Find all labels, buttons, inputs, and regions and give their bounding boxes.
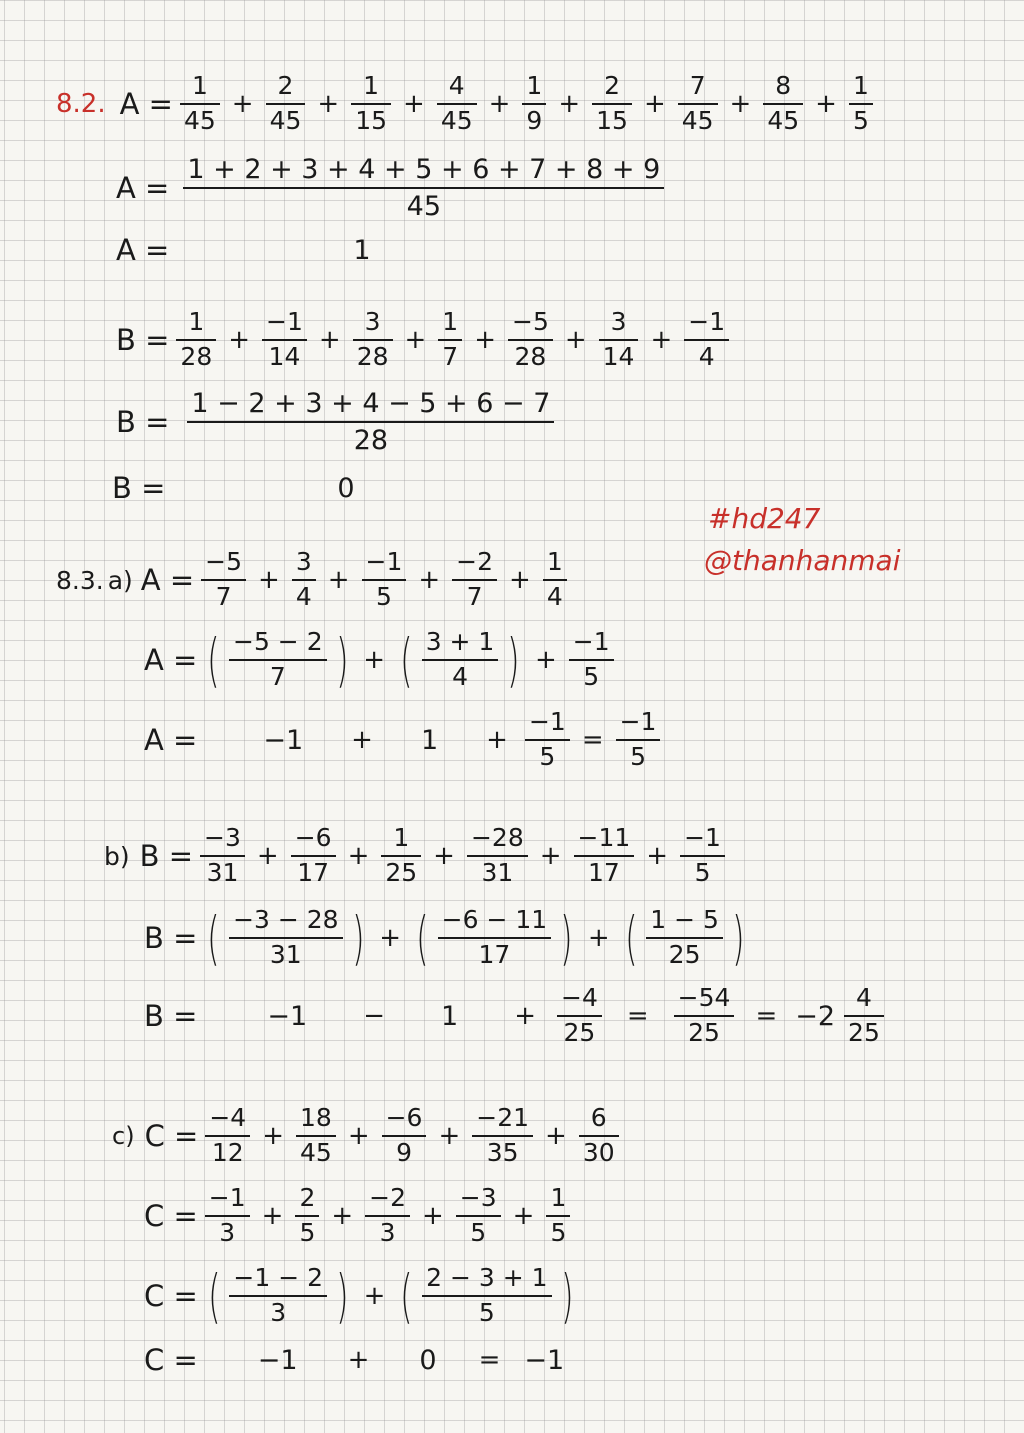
numerator: 18 bbox=[300, 1103, 332, 1133]
denominator: 5 bbox=[546, 1215, 570, 1248]
part-c-label: c) bbox=[112, 1122, 135, 1150]
fraction-sum bbox=[177, 72, 876, 136]
fraction bbox=[438, 308, 462, 372]
numerator: 1 bbox=[550, 1183, 567, 1213]
equals-sign: = bbox=[626, 1001, 649, 1031]
fraction bbox=[579, 1104, 619, 1168]
fraction bbox=[557, 984, 602, 1048]
mixed-whole: −2 bbox=[795, 1000, 836, 1032]
fraction bbox=[266, 72, 306, 136]
plus-sign: + bbox=[379, 923, 402, 953]
numerator: 1 + 2 + 3 + 4 + 5 + 6 + 7 + 8 + 9 bbox=[187, 153, 661, 185]
plus-sign: + bbox=[331, 1201, 354, 1231]
numerator: −1 bbox=[688, 307, 726, 337]
fraction bbox=[525, 708, 570, 772]
hashtag-note: #hd247 bbox=[708, 502, 821, 535]
denominator: 28 bbox=[187, 421, 554, 456]
fraction bbox=[362, 548, 407, 612]
eq-8-2-b-line1 bbox=[116, 300, 732, 380]
denominator: 14 bbox=[262, 339, 307, 372]
denominator: 35 bbox=[472, 1135, 533, 1168]
denominator: 45 bbox=[437, 103, 477, 136]
denominator: 7 bbox=[438, 339, 462, 372]
numerator: −1 bbox=[572, 627, 610, 657]
numerator: −1 bbox=[619, 707, 657, 737]
lhs: C = bbox=[144, 1279, 198, 1313]
lhs: B = bbox=[112, 471, 166, 505]
plus-sign: + bbox=[261, 1201, 284, 1231]
left-paren: ( bbox=[416, 904, 429, 972]
fraction bbox=[680, 824, 725, 888]
fraction bbox=[522, 72, 546, 136]
plus-sign: + bbox=[564, 325, 587, 355]
denominator: 5 bbox=[569, 659, 614, 692]
fraction-sum bbox=[198, 548, 570, 612]
plus-sign: + bbox=[317, 89, 340, 119]
numerator: −3 − 28 bbox=[233, 905, 339, 935]
numerator: −1 bbox=[208, 1183, 246, 1213]
plus-sign: + bbox=[558, 89, 581, 119]
numerator: 1 bbox=[393, 823, 410, 853]
value: −1 bbox=[267, 1000, 308, 1032]
numerator: −6 bbox=[385, 1103, 423, 1133]
fraction-sum bbox=[202, 1104, 621, 1168]
plus-sign: + bbox=[347, 841, 370, 871]
denominator: 17 bbox=[438, 937, 552, 970]
lhs: C = bbox=[144, 1199, 198, 1233]
numerator: 1 bbox=[442, 307, 459, 337]
numerator: −2 bbox=[456, 547, 494, 577]
equals-sign: = bbox=[581, 725, 604, 755]
denominator: 31 bbox=[467, 855, 528, 888]
denominator: 28 bbox=[353, 339, 393, 372]
plus-sign: + bbox=[347, 1121, 370, 1151]
numerator: 1 bbox=[188, 307, 205, 337]
combined-fraction bbox=[187, 388, 554, 456]
eq-8-3-c-line1 bbox=[112, 1096, 622, 1176]
author-handle: @thanhanmai bbox=[704, 544, 901, 577]
numerator: 2 − 3 + 1 bbox=[426, 1263, 548, 1293]
fraction bbox=[678, 72, 718, 136]
eq-8-3-b-line1 bbox=[104, 816, 728, 896]
denominator: 25 bbox=[844, 1015, 884, 1048]
plus-sign: + bbox=[815, 89, 837, 119]
denominator: 9 bbox=[382, 1135, 427, 1168]
part-a-label: a) bbox=[107, 565, 133, 595]
numerator: 1 bbox=[546, 547, 563, 577]
numerator: −4 bbox=[209, 1103, 247, 1133]
numerator: −3 bbox=[204, 823, 241, 853]
numerator: −28 bbox=[470, 823, 524, 853]
fraction bbox=[296, 1104, 336, 1168]
numerator: −21 bbox=[476, 1103, 530, 1133]
left-paren: ( bbox=[400, 626, 413, 694]
lhs: B = bbox=[116, 405, 170, 439]
denominator: 25 bbox=[381, 855, 421, 888]
plus-sign: + bbox=[587, 923, 610, 953]
plus-sign: + bbox=[422, 1201, 444, 1231]
lhs: C = bbox=[144, 1119, 199, 1153]
fraction bbox=[684, 308, 729, 372]
denominator: 45 bbox=[180, 103, 220, 136]
fraction bbox=[592, 72, 632, 136]
minus-sign: − bbox=[363, 1001, 386, 1031]
numerator: 8 bbox=[775, 71, 792, 101]
denominator: 14 bbox=[599, 339, 639, 372]
plus-sign: + bbox=[404, 325, 427, 355]
result-fraction bbox=[674, 984, 735, 1048]
denominator: 5 bbox=[525, 739, 570, 772]
numerator: −6 bbox=[294, 823, 332, 853]
eq-8-3-c-line4 bbox=[144, 1320, 564, 1400]
grouped-fraction bbox=[229, 906, 343, 970]
left-paren: ( bbox=[207, 1262, 221, 1330]
numerator: −2 bbox=[369, 1183, 406, 1213]
denominator: 4 bbox=[684, 339, 729, 372]
result-value: 0 bbox=[337, 472, 355, 504]
eq-8-3-a-line2 bbox=[144, 620, 617, 700]
numerator: −1 bbox=[528, 707, 566, 737]
numerator: 1 − 5 bbox=[650, 905, 719, 935]
plus-sign: + bbox=[534, 645, 557, 675]
right-paren: ) bbox=[732, 904, 745, 972]
numerator: 3 bbox=[295, 547, 312, 577]
left-paren: ( bbox=[207, 626, 220, 694]
fraction bbox=[205, 1104, 250, 1168]
fraction-sum bbox=[173, 308, 732, 372]
lhs: A = bbox=[119, 87, 173, 121]
numerator: −1 bbox=[365, 547, 403, 577]
numerator: 6 bbox=[590, 1103, 607, 1133]
eq-8-2-b-line3 bbox=[112, 448, 355, 528]
numerator: −11 bbox=[577, 823, 631, 853]
grouped-fraction bbox=[422, 628, 499, 692]
lhs: B = bbox=[116, 323, 170, 357]
fraction bbox=[452, 548, 497, 612]
fraction bbox=[205, 1184, 250, 1248]
fraction bbox=[291, 824, 336, 888]
exercise-8-2-label: 8.2. bbox=[56, 89, 106, 119]
part-b-label: b) bbox=[104, 841, 130, 871]
numerator: 2 bbox=[277, 71, 294, 101]
fraction bbox=[467, 824, 528, 888]
numerator: 3 bbox=[364, 307, 381, 337]
plus-sign: + bbox=[318, 325, 341, 355]
value: −1 bbox=[257, 1344, 298, 1376]
right-paren: ) bbox=[560, 1262, 574, 1330]
plus-sign: + bbox=[347, 1345, 370, 1375]
plus-sign: + bbox=[363, 645, 386, 675]
exercise-8-3-label: 8.3. bbox=[56, 565, 104, 595]
numerator: 1 bbox=[191, 71, 208, 101]
numerator: 4 bbox=[856, 983, 872, 1013]
denominator: 5 bbox=[456, 1215, 501, 1248]
denominator: 45 bbox=[183, 187, 664, 222]
numerator: 2 bbox=[604, 71, 620, 101]
equals-sign: = bbox=[478, 1345, 501, 1375]
eq-8-2-a-line1 bbox=[56, 64, 876, 144]
denominator: 25 bbox=[646, 937, 723, 970]
plus-sign: + bbox=[486, 725, 508, 755]
fraction bbox=[381, 824, 421, 888]
denominator: 17 bbox=[574, 855, 635, 888]
fraction bbox=[201, 548, 246, 612]
denominator: 7 bbox=[201, 579, 246, 612]
grouped-fraction bbox=[438, 906, 552, 970]
denominator: 15 bbox=[592, 103, 632, 136]
numerator: −1 bbox=[266, 307, 303, 337]
denominator: 25 bbox=[674, 1015, 735, 1048]
fraction bbox=[351, 72, 391, 136]
plus-sign: + bbox=[258, 565, 280, 595]
lhs: B = bbox=[144, 999, 198, 1033]
plus-sign: + bbox=[650, 325, 673, 355]
plus-sign: + bbox=[512, 1201, 535, 1231]
numerator: −5 bbox=[512, 307, 549, 337]
denominator: 5 bbox=[295, 1215, 319, 1248]
right-paren: ) bbox=[335, 626, 349, 694]
lhs: C = bbox=[144, 1343, 198, 1377]
value: 0 bbox=[419, 1344, 437, 1376]
numerator: −54 bbox=[677, 983, 731, 1013]
fraction bbox=[763, 72, 803, 136]
eq-8-3-b-line2 bbox=[144, 898, 751, 978]
numerator: 3 + 1 bbox=[425, 627, 495, 657]
value: 1 bbox=[441, 1000, 459, 1032]
denominator: 45 bbox=[296, 1135, 336, 1168]
denominator: 4 bbox=[422, 659, 499, 692]
value: 1 bbox=[420, 724, 439, 756]
denominator: 4 bbox=[543, 579, 567, 612]
right-paren: ) bbox=[507, 626, 520, 694]
plus-sign: + bbox=[418, 565, 441, 595]
plus-sign: + bbox=[231, 89, 254, 119]
grouped-fraction bbox=[229, 628, 327, 692]
denominator: 7 bbox=[229, 659, 327, 692]
left-paren: ( bbox=[624, 904, 638, 972]
denominator: 5 bbox=[362, 579, 407, 612]
eq-8-3-a-line1 bbox=[56, 540, 570, 620]
grouped-fraction bbox=[422, 1264, 551, 1328]
denominator: 4 bbox=[292, 579, 316, 612]
fraction bbox=[262, 308, 307, 372]
left-paren: ( bbox=[207, 904, 220, 972]
plus-sign: + bbox=[228, 325, 251, 355]
lhs: B = bbox=[144, 921, 198, 955]
eq-8-3-b-line3 bbox=[144, 976, 887, 1056]
numerator: −4 bbox=[561, 983, 598, 1013]
denominator: 15 bbox=[351, 103, 391, 136]
equals-sign: = bbox=[755, 1001, 778, 1031]
numerator: −1 − 2 bbox=[233, 1263, 324, 1293]
eq-8-3-c-line2 bbox=[144, 1176, 573, 1256]
mixed-fraction bbox=[844, 984, 884, 1048]
grouped-fraction bbox=[229, 1264, 327, 1328]
plus-sign: + bbox=[539, 841, 562, 871]
fraction-sum bbox=[197, 824, 728, 888]
plus-sign: + bbox=[646, 841, 669, 871]
plus-sign: + bbox=[474, 325, 496, 355]
plus-sign: + bbox=[438, 1121, 461, 1151]
numerator: 7 bbox=[689, 71, 706, 101]
fraction-sum bbox=[202, 1184, 574, 1248]
plus-sign: + bbox=[363, 1281, 386, 1311]
plus-sign: + bbox=[351, 725, 373, 755]
lhs: A = bbox=[140, 563, 195, 597]
denominator: 7 bbox=[452, 579, 497, 612]
numerator: −5 − 2 bbox=[233, 627, 323, 657]
numerator: −6 − 11 bbox=[441, 905, 548, 935]
plus-sign: + bbox=[509, 565, 531, 595]
denominator: 3 bbox=[229, 1295, 327, 1328]
plus-sign: + bbox=[403, 89, 425, 119]
denominator: 25 bbox=[557, 1015, 602, 1048]
lhs: A = bbox=[144, 723, 198, 757]
fraction bbox=[295, 1184, 319, 1248]
denominator: 5 bbox=[680, 855, 725, 888]
denominator: 28 bbox=[508, 339, 553, 372]
plus-sign: + bbox=[514, 1001, 537, 1031]
denominator: 45 bbox=[266, 103, 306, 136]
right-paren: ) bbox=[560, 904, 573, 972]
denominator: 5 bbox=[616, 739, 661, 772]
fraction bbox=[292, 548, 316, 612]
denominator: 5 bbox=[422, 1295, 551, 1328]
numerator: 1 bbox=[852, 71, 869, 101]
eq-8-2-a-line3 bbox=[116, 210, 371, 290]
result-value: −1 bbox=[524, 1344, 565, 1376]
fraction bbox=[569, 628, 614, 692]
denominator: 5 bbox=[849, 103, 873, 136]
plus-sign: + bbox=[256, 841, 279, 871]
fraction bbox=[849, 72, 873, 136]
denominator: 28 bbox=[176, 339, 216, 372]
fraction bbox=[200, 824, 245, 888]
value: −1 bbox=[263, 724, 304, 756]
lhs: A = bbox=[144, 643, 198, 677]
left-paren: ( bbox=[400, 1262, 414, 1330]
plus-sign: + bbox=[433, 841, 455, 871]
plus-sign: + bbox=[327, 565, 350, 595]
denominator: 3 bbox=[205, 1215, 250, 1248]
fraction bbox=[180, 72, 220, 136]
denominator: 9 bbox=[522, 103, 546, 136]
numerator: 1 − 2 + 3 + 4 − 5 + 6 − 7 bbox=[191, 387, 551, 419]
fraction bbox=[437, 72, 477, 136]
plus-sign: + bbox=[545, 1121, 567, 1151]
plus-sign: + bbox=[262, 1121, 284, 1151]
fraction bbox=[508, 308, 553, 372]
fraction bbox=[382, 1104, 427, 1168]
denominator: 17 bbox=[291, 855, 336, 888]
numerator: −1 bbox=[684, 823, 721, 853]
plus-sign: + bbox=[488, 89, 511, 119]
fraction bbox=[472, 1104, 533, 1168]
result-fraction bbox=[616, 708, 661, 772]
numerator: 1 bbox=[526, 71, 543, 101]
fraction bbox=[353, 308, 393, 372]
fraction bbox=[546, 1184, 570, 1248]
lhs: A = bbox=[116, 233, 170, 267]
right-paren: ) bbox=[336, 1262, 349, 1330]
denominator: 30 bbox=[579, 1135, 619, 1168]
eq-8-3-a-line3 bbox=[144, 700, 663, 780]
numerator: 3 bbox=[610, 307, 627, 337]
numerator: 1 bbox=[363, 71, 380, 101]
right-paren: ) bbox=[351, 904, 365, 972]
fraction bbox=[365, 1184, 410, 1248]
numerator: −3 bbox=[459, 1183, 497, 1213]
fraction bbox=[574, 824, 635, 888]
numerator: 2 bbox=[299, 1183, 316, 1213]
numerator: 4 bbox=[448, 71, 465, 101]
fraction bbox=[599, 308, 639, 372]
lhs: B = bbox=[139, 839, 194, 873]
denominator: 31 bbox=[200, 855, 245, 888]
grouped-fraction bbox=[646, 906, 723, 970]
denominator: 45 bbox=[678, 103, 718, 136]
denominator: 45 bbox=[763, 103, 803, 136]
plus-sign: + bbox=[643, 89, 666, 119]
lhs: A = bbox=[116, 171, 170, 205]
denominator: 31 bbox=[229, 937, 343, 970]
plus-sign: + bbox=[729, 89, 752, 119]
fraction bbox=[176, 308, 216, 372]
denominator: 3 bbox=[365, 1215, 410, 1248]
numerator: −5 bbox=[205, 547, 243, 577]
fraction bbox=[543, 548, 567, 612]
denominator: 12 bbox=[205, 1135, 250, 1168]
fraction bbox=[456, 1184, 501, 1248]
result-value: 1 bbox=[353, 234, 371, 266]
